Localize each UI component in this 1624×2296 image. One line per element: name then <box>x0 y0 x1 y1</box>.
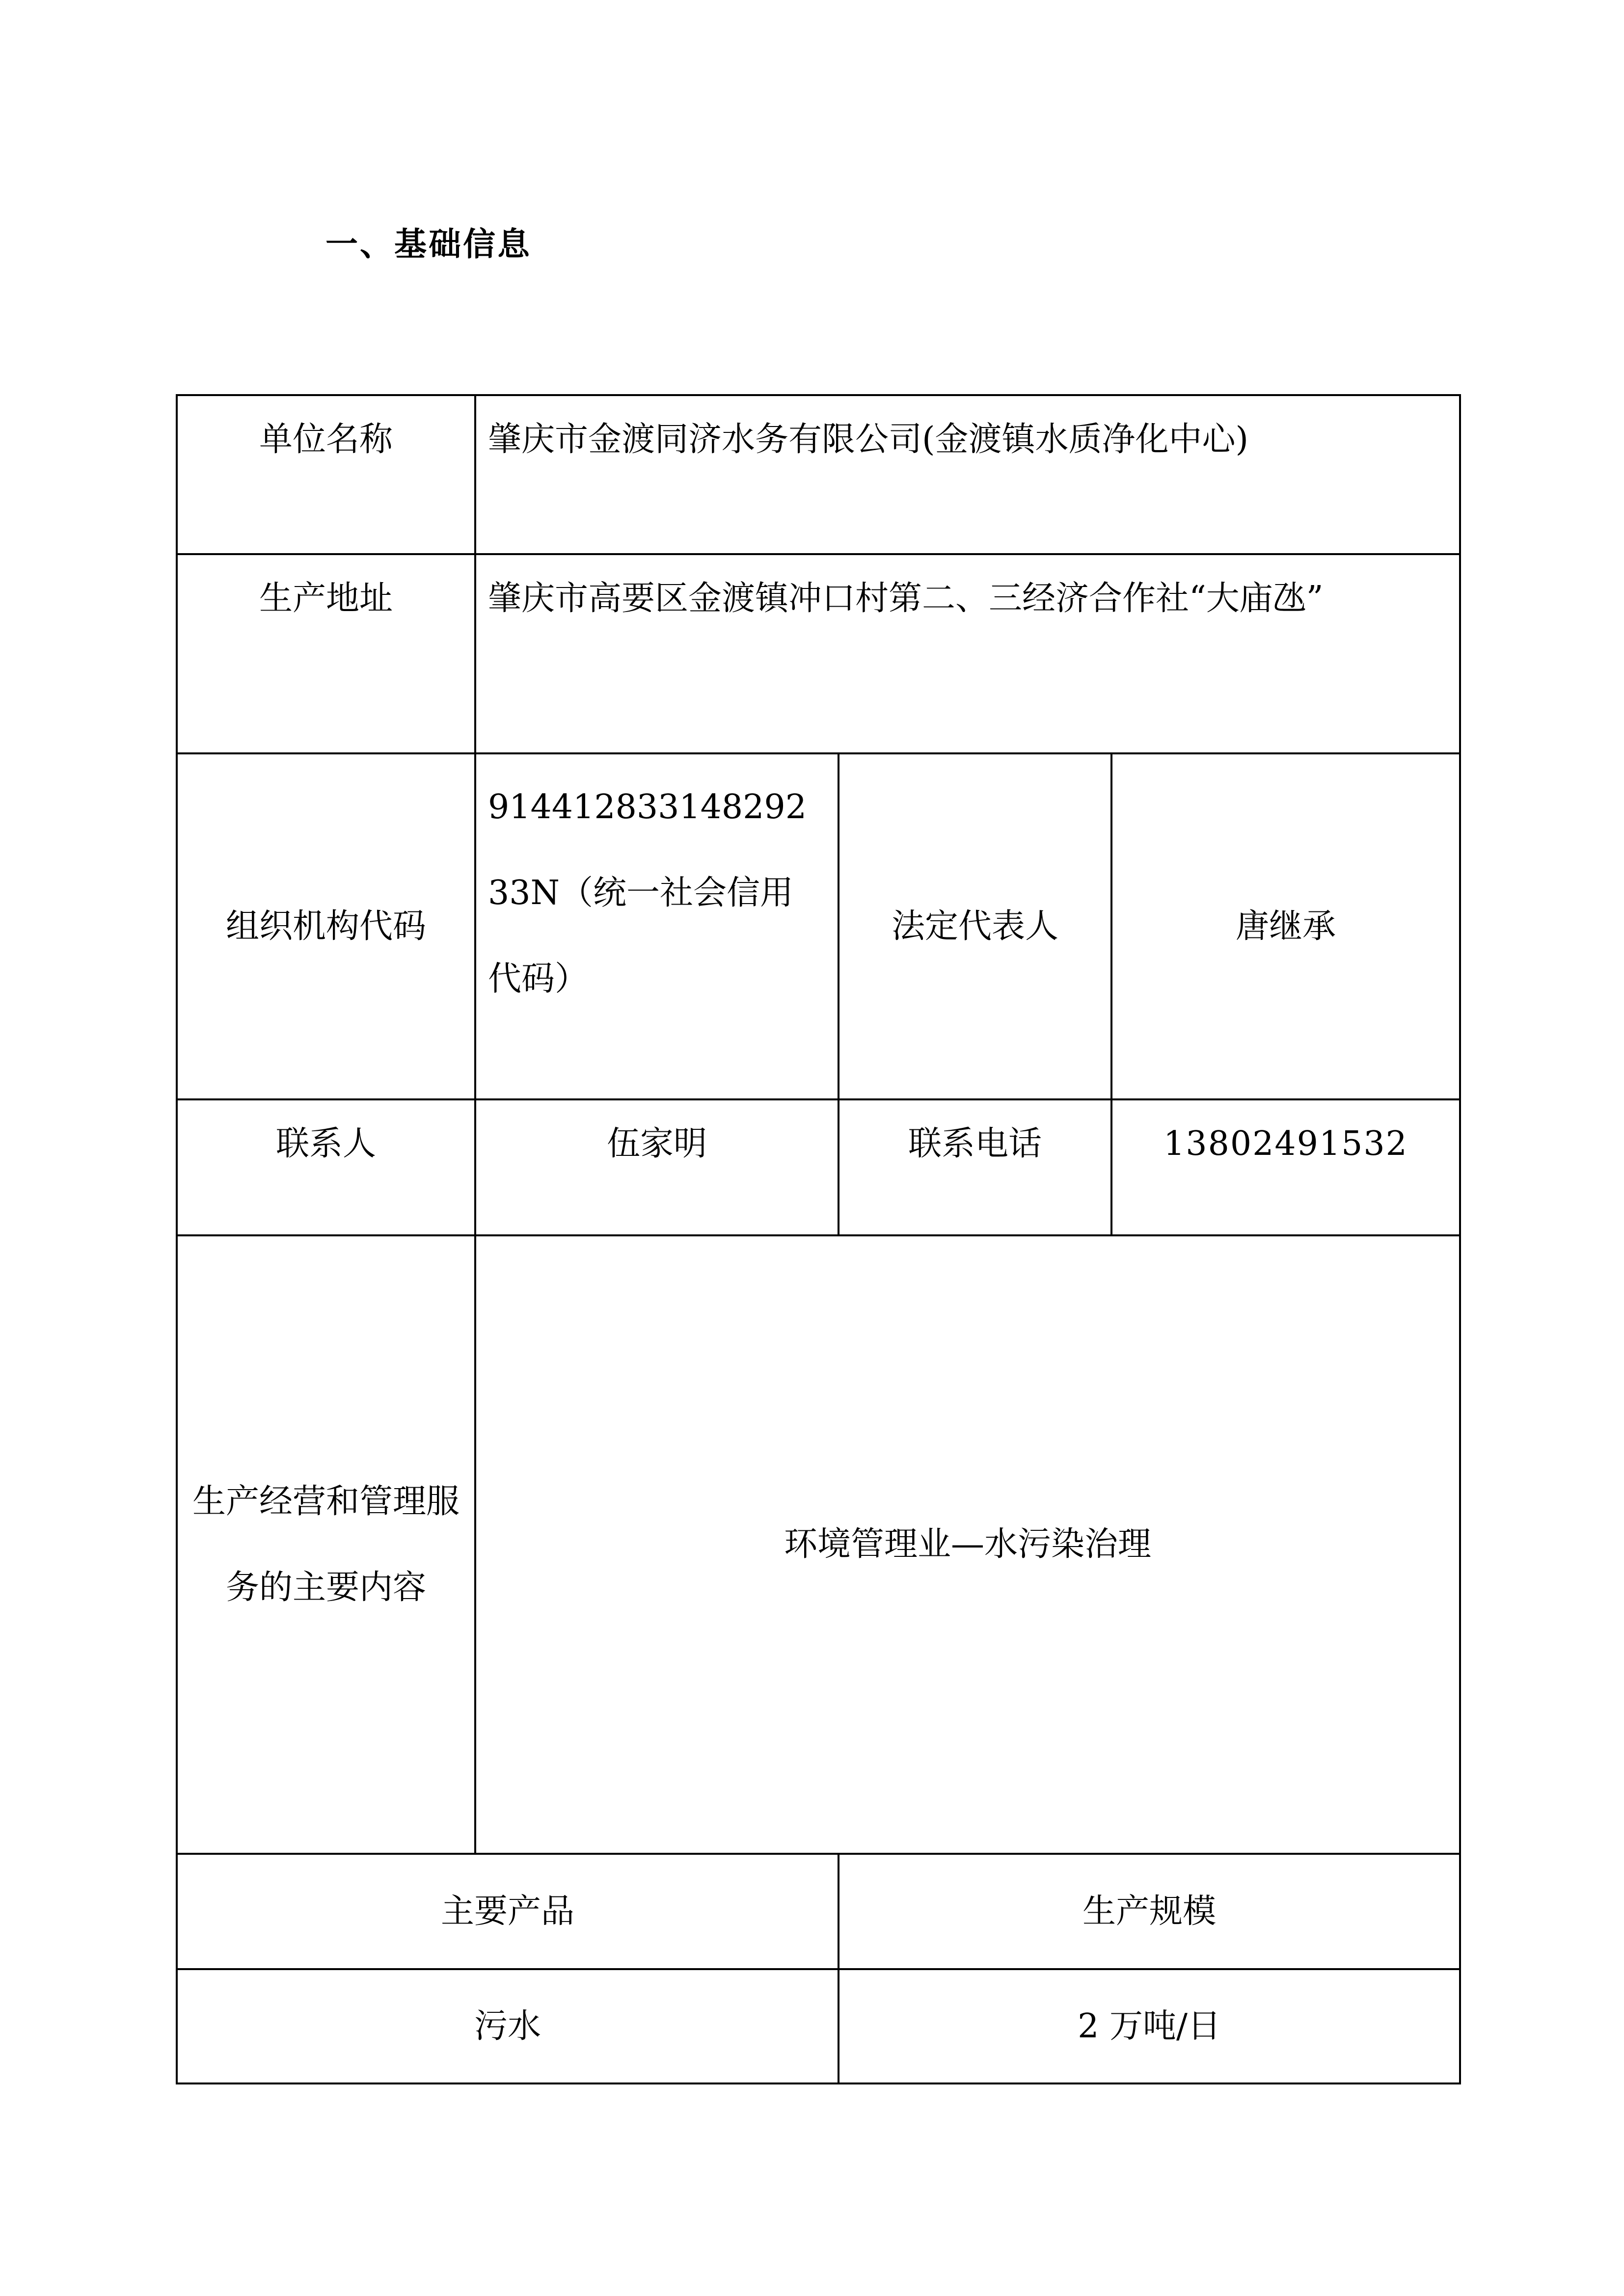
contact-label: 联系人 <box>177 1099 475 1235</box>
legal-rep-label: 法定代表人 <box>839 753 1111 1099</box>
row-unit-name <box>177 395 1460 554</box>
org-code-label: 组织机构代码 <box>177 753 475 1099</box>
business-label: 生产经营和管理服务的主要内容 <box>177 1235 475 1854</box>
row-business <box>177 1235 1460 1854</box>
org-code-value: 91441283314829233N（统一社会信用代码） <box>475 753 839 1099</box>
phone-value: 13802491532 <box>1111 1099 1460 1235</box>
business-value: 环境管理业—水污染治理 <box>475 1235 1460 1854</box>
row-product <box>177 1969 1460 2083</box>
product-header-label: 主要产品 <box>177 1854 839 1969</box>
address-value: 肇庆市高要区金渡镇冲口村第二、三经济合作社“大庙氹” <box>475 554 1460 753</box>
row-contact <box>177 1099 1460 1235</box>
basic-info-table <box>176 394 1461 2084</box>
legal-rep-value: 唐继承 <box>1111 753 1460 1099</box>
address-label: 生产地址 <box>177 554 475 753</box>
contact-value: 伍家明 <box>475 1099 839 1235</box>
product-value: 污水 <box>177 1969 839 2083</box>
row-org-code <box>177 753 1460 1099</box>
row-product-header <box>177 1854 1460 1969</box>
scale-header-label: 生产规模 <box>839 1854 1460 1969</box>
row-address <box>177 554 1460 753</box>
phone-label: 联系电话 <box>839 1099 1111 1235</box>
section-title: 一、基础信息 <box>325 225 532 263</box>
scale-value: 2 万吨/日 <box>839 1969 1460 2083</box>
unit-name-label: 单位名称 <box>177 395 475 554</box>
unit-name-value: 肇庆市金渡同济水务有限公司(金渡镇水质净化中心) <box>475 395 1460 554</box>
